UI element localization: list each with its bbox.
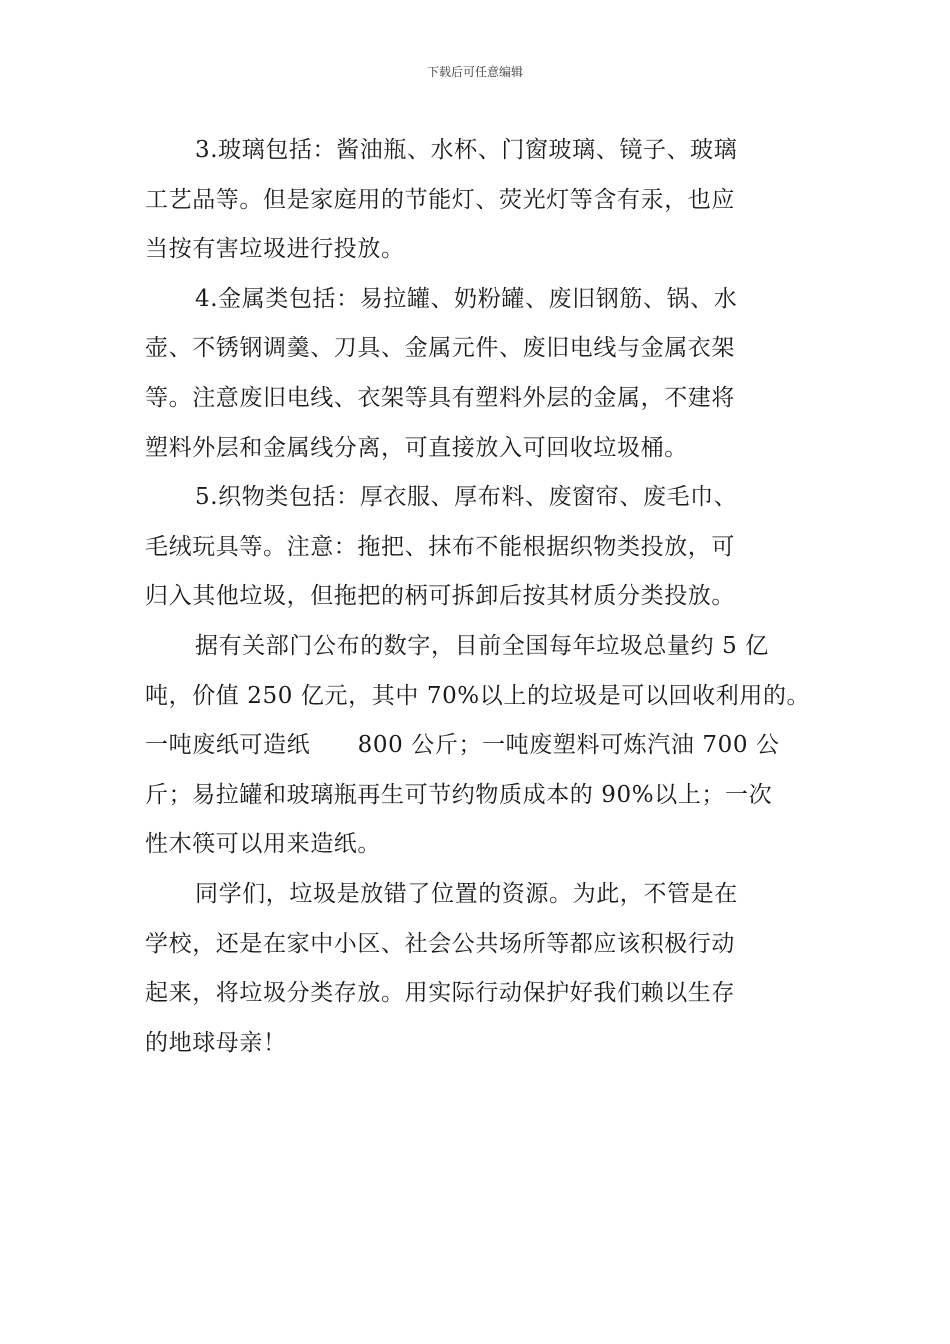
text-line: 斤；易拉罐和玻璃瓶再生可节约物质成本的 90%以上；一次 bbox=[145, 781, 773, 808]
document-body bbox=[145, 126, 810, 1068]
text-line: 壶、不锈钢调羹、刀具、金属元件、废旧电线与金属衣架 bbox=[145, 335, 735, 362]
text-line: 归入其他垃圾，但拖把的柄可拆卸后按其材质分类投放。 bbox=[145, 583, 735, 610]
paragraph-statistics bbox=[145, 622, 810, 870]
text-line: 吨，价值 250 亿元，其中 70%以上的垃圾是可以回收利用的。 bbox=[145, 682, 811, 709]
text-line: 据有关部门公布的数字，目前全国每年垃圾总量约 5 亿 bbox=[195, 632, 769, 659]
text-line: 塑料外层和金属线分离，可直接放入可回收垃圾桶。 bbox=[145, 434, 688, 461]
paragraph-metal bbox=[145, 275, 810, 473]
paragraph-conclusion bbox=[145, 870, 810, 1068]
text-line: 起来，将垃圾分类存放。用实际行动保护好我们赖以生存 bbox=[145, 980, 735, 1007]
text-line: 毛绒玩具等。注意：拖把、抹布不能根据织物类投放，可 bbox=[145, 533, 735, 560]
text-line: 一吨废纸可造纸 800 公斤；一吨废塑料可炼汽油 700 公 bbox=[145, 732, 780, 759]
text-line: 等。注意废旧电线、衣架等具有塑料外层的金属，不建将 bbox=[145, 384, 735, 411]
text-line: 3.玻璃包括：酱油瓶、水杯、门窗玻璃、镜子、玻璃 bbox=[195, 137, 738, 163]
paragraph-textile bbox=[145, 473, 810, 622]
text-line: 4.金属类包括：易拉罐、奶粉罐、废旧钢筋、锅、水 bbox=[195, 285, 738, 312]
text-line: 当按有害垃圾进行投放。 bbox=[145, 236, 405, 263]
text-line: 同学们，垃圾是放错了位置的资源。为此，不管是在 bbox=[195, 880, 738, 907]
text-line: 的地球母亲！ bbox=[145, 1029, 287, 1056]
text-line: 学校，还是在家中小区、社会公共场所等都应该积极行动 bbox=[145, 930, 735, 957]
paragraph-glass bbox=[145, 126, 810, 275]
page-header: 下载后可任意编辑 bbox=[426, 65, 523, 79]
text-line: 工艺品等。但是家庭用的节能灯、荧光灯等含有汞，也应 bbox=[145, 186, 735, 213]
text-line: 性木筷可以用来造纸。 bbox=[145, 831, 381, 858]
text-line: 5.织物类包括：厚衣服、厚布料、废窗帘、废毛巾、 bbox=[195, 484, 738, 511]
